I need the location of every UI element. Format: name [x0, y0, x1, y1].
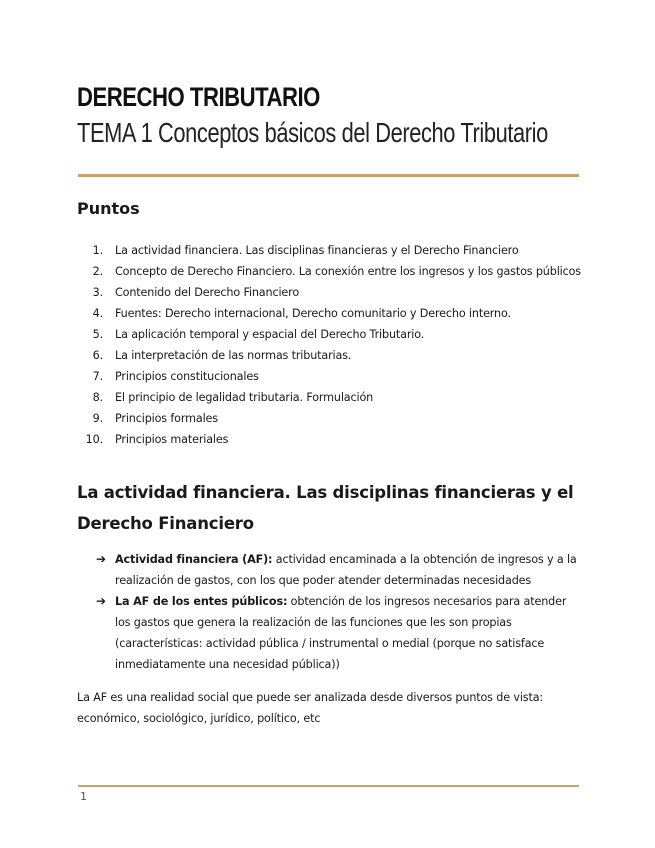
puntos-heading: Puntos: [77, 199, 140, 218]
list-item-text: La actividad financiera. Las disciplinas financieras y el Derecho Financiero: [115, 244, 519, 257]
bullet-text: [115, 549, 577, 591]
list-item-text: La interpretación de las normas tributarias.: [115, 349, 352, 362]
footer-divider: [78, 785, 579, 787]
page-number: 1: [80, 790, 87, 803]
arrow-bullet-icon: ➔: [96, 552, 106, 566]
list-item: [77, 324, 587, 345]
puntos-list: [77, 240, 587, 450]
list-item: [77, 429, 587, 450]
body-paragraph: La AF es una realidad social que puede ser analizada desde diversos puntos de vista: económico, sociológico, jurídico, político, etc: [77, 691, 544, 725]
list-item: [77, 240, 587, 261]
bullet-list: [77, 549, 577, 675]
list-item-number: 8.: [92, 391, 103, 404]
bullet-term: La AF de los entes públicos:: [115, 595, 288, 608]
section-heading: La actividad financiera. Las disciplinas financieras y el Derecho Financiero: [77, 483, 574, 533]
top-divider: [78, 174, 579, 177]
list-item-number: 2.: [92, 265, 103, 278]
list-item-text: La aplicación temporal y espacial del Derecho Tributario.: [115, 328, 425, 341]
bullet-item: [77, 591, 577, 675]
list-item-number: 7.: [92, 370, 103, 383]
document-title: DERECHO TRIBUTARIO: [77, 82, 320, 112]
list-item-number: 5.: [92, 328, 103, 341]
list-item-text: Principios materiales: [115, 433, 229, 446]
list-item: [77, 261, 587, 282]
list-item-number: 10.: [85, 433, 103, 446]
list-item-number: 6.: [92, 349, 103, 362]
list-item-number: 9.: [92, 412, 103, 425]
list-item: [77, 387, 587, 408]
list-item: [77, 345, 587, 366]
puntos-section: [77, 198, 587, 450]
bullet-definition: actividad encaminada a la obtención de ingresos y a la realización de gastos, con los que poder atender determinadas necesidades: [115, 553, 577, 587]
list-item-text: Contenido del Derecho Financiero: [115, 286, 300, 299]
list-item-text: Concepto de Derecho Financiero. La conexión entre los ingresos y los gastos públicos: [115, 265, 581, 278]
list-item-number: 1.: [92, 244, 103, 257]
list-item-text: Fuentes: Derecho internacional, Derecho comunitario y Derecho interno.: [115, 307, 511, 320]
list-item: [77, 303, 587, 324]
bullet-term: Actividad financiera (AF):: [115, 553, 273, 566]
bullet-text: [115, 591, 577, 675]
bullet-definition: obtención de los ingresos necesarios para atender los gastos que genera la realización de las funciones que les son propias (características: actividad pública / instrumental o medial (porque no satisface inmediatamente una necesidad pública)): [115, 595, 567, 671]
bullet-item: [77, 549, 577, 591]
list-item-text: Principios constitucionales: [115, 370, 259, 383]
list-item-number: 4.: [92, 307, 103, 320]
list-item: [77, 282, 587, 303]
document-subtitle: TEMA 1 Conceptos básicos del Derecho Tributario: [77, 117, 548, 148]
list-item-text: El principio de legalidad tributaria. Formulación: [115, 391, 374, 404]
title-block: [77, 80, 597, 152]
list-item-text: Principios formales: [115, 412, 218, 425]
list-item: [77, 366, 587, 387]
arrow-bullet-icon: ➔: [96, 594, 106, 608]
list-item-number: 3.: [92, 286, 103, 299]
list-item: [77, 408, 587, 429]
